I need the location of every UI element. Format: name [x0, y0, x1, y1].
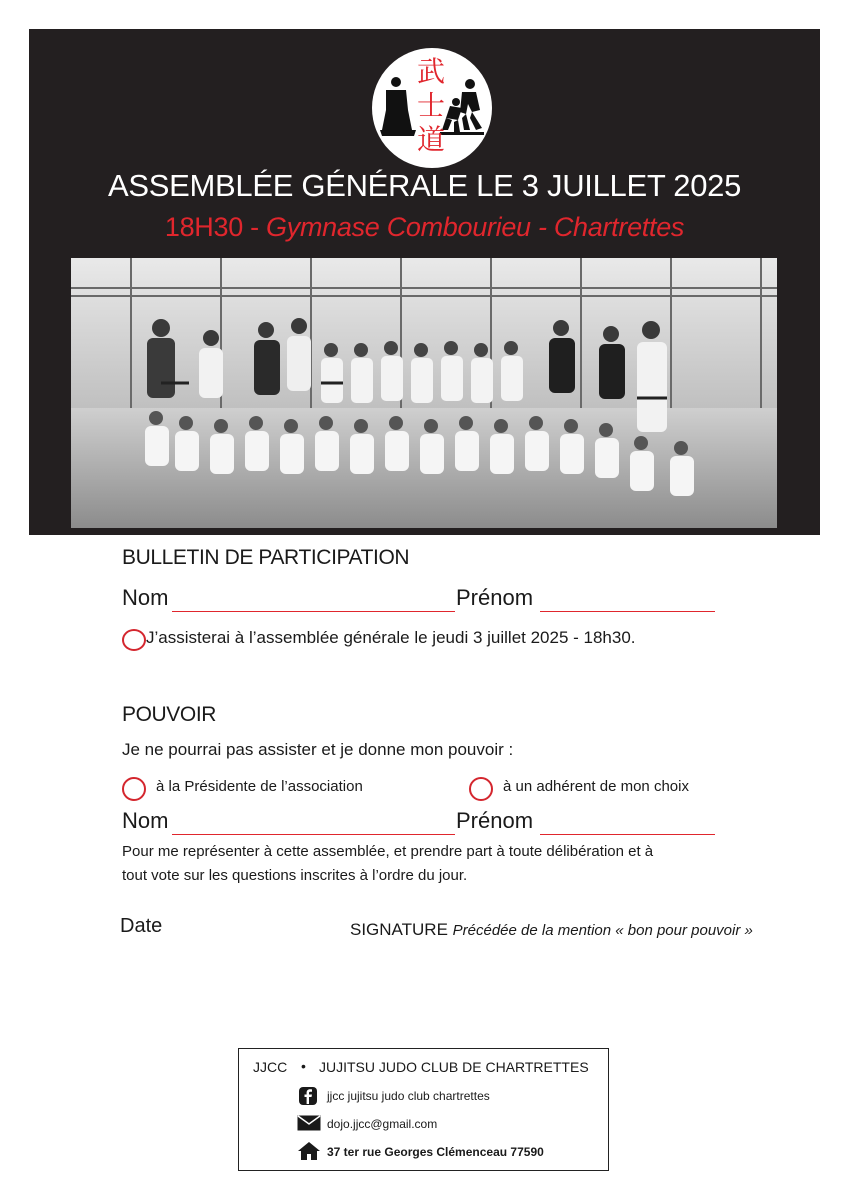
facebook-link[interactable]: jjcc jujitsu judo club chartrettes: [327, 1089, 490, 1103]
representation-line-2: tout vote sur les questions inscrites à l’ordre du jour.: [122, 867, 468, 884]
home-icon: [297, 1141, 321, 1166]
event-time: 18H30 -: [164, 212, 267, 242]
date-label: Date: [120, 915, 163, 937]
event-place: Gymnase Combourieu - Chartrettes: [266, 212, 685, 242]
representation-line-1: Pour me représenter à cette assemblée, et prendre part à toute délibération et à: [122, 843, 654, 860]
logo-glyph-2: 士: [417, 89, 446, 122]
page-title: ASSEMBLÉE GÉNÉRALE LE 3 JUILLET 2025: [107, 168, 742, 203]
signature-note: Précédée de la mention « bon pour pouvoir »: [452, 922, 753, 939]
logo-glyph-1: 武: [417, 55, 446, 88]
pouvoir-intro: Je ne pourrai pas assister et je donne mon pouvoir :: [122, 740, 514, 759]
pouvoir-name-row: [122, 808, 722, 838]
footer-contact-box: [238, 1048, 609, 1171]
participation-name-row: [122, 585, 722, 615]
prenom-label: Prénom: [456, 585, 534, 610]
nom-field[interactable]: [172, 611, 455, 612]
club-name: JUJITSU JUDO CLUB DE CHARTRETTES: [319, 1059, 589, 1075]
signature-block: [350, 920, 753, 940]
event-subtitle: [29, 212, 820, 243]
facebook-icon: [299, 1087, 317, 1105]
attend-radio[interactable]: [122, 629, 146, 651]
president-option-label: à la Présidente de l’association: [156, 778, 363, 795]
pouvoir-prenom-label: Prénom: [456, 808, 534, 833]
nom-label: Nom: [122, 585, 169, 610]
attend-text: J’assisterai à l’assemblée générale le jeudi 3 juillet 2025 - 18h30.: [146, 628, 636, 647]
logo-glyph-3: 道: [417, 123, 446, 156]
member-radio[interactable]: [469, 777, 493, 801]
signature-label: SIGNATURE: [350, 920, 448, 939]
mail-icon: [297, 1115, 321, 1136]
email-link[interactable]: dojo.jjcc@gmail.com: [327, 1117, 438, 1131]
participation-heading: BULLETIN DE PARTICIPATION: [122, 546, 410, 569]
group-photo: [71, 258, 777, 528]
club-logo: [372, 48, 492, 168]
pouvoir-heading: POUVOIR: [122, 703, 217, 726]
pouvoir-nom-field[interactable]: [172, 834, 455, 835]
club-abbr: JJCC: [253, 1059, 288, 1075]
address-text: 37 ter rue Georges Clémenceau 77590: [327, 1145, 544, 1159]
footer-bullet: •: [301, 1058, 306, 1074]
president-radio[interactable]: [122, 777, 146, 801]
prenom-field[interactable]: [540, 611, 715, 612]
pouvoir-nom-label: Nom: [122, 808, 169, 833]
pouvoir-prenom-field[interactable]: [540, 834, 715, 835]
member-option-label: à un adhérent de mon choix: [503, 778, 689, 795]
